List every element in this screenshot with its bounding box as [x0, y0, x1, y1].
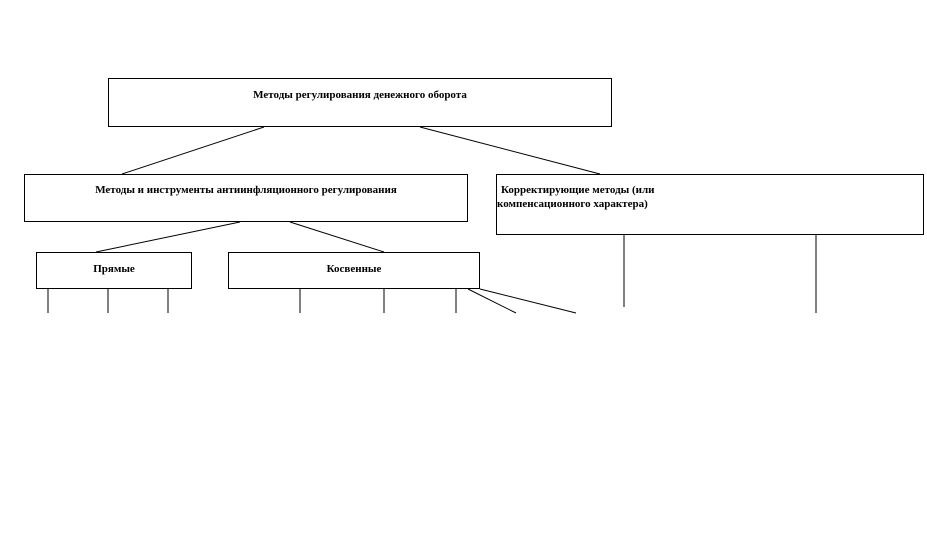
corrective-node [496, 174, 924, 235]
root-node-label: Методы регулирования денежного оборота [253, 89, 467, 101]
corrective-node-line1: Корректирующие методы (или [501, 184, 655, 196]
anti-inflation-node-label: Методы и инструменты антиинфляционного регулирования [95, 184, 397, 196]
connector-root-anti [122, 127, 264, 174]
root-node [108, 78, 612, 127]
direct-methods-node-label: Прямые [93, 263, 135, 275]
indirect-methods-node [228, 252, 480, 289]
branch-indirect-5 [480, 289, 576, 313]
indirect-methods-node-label: Косвенные [326, 263, 382, 275]
direct-methods-node [36, 252, 192, 289]
branch-indirect-4 [468, 289, 516, 313]
connector-anti-direct [96, 222, 240, 252]
anti-inflation-node [24, 174, 468, 222]
corrective-node-line2: компенсационного характера) [497, 198, 648, 210]
connector-root-corrective [420, 127, 600, 174]
corrective-node-label [497, 183, 923, 211]
connector-anti-indirect [290, 222, 384, 252]
